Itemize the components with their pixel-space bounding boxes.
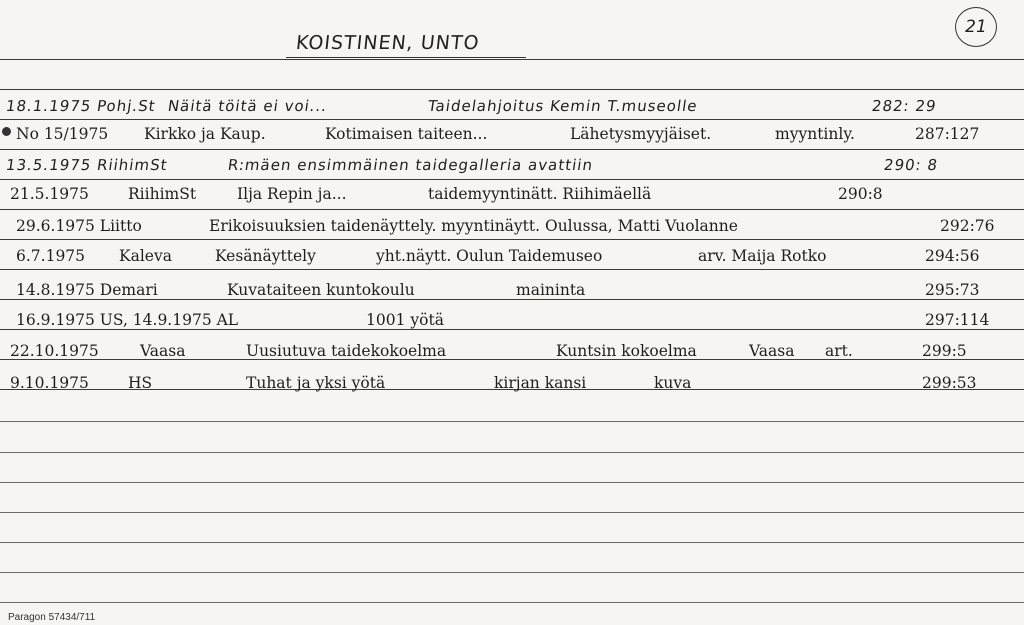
entry-cell: taidemyyntinätt. Riihimäellä (428, 185, 652, 203)
entry-cell: 9.10.1975 (10, 374, 89, 392)
entry-cell: yht.näytt. Oulun Taidemuseo (376, 247, 603, 265)
entry-cell: 282: 29 (870, 97, 938, 115)
rule-line (0, 482, 1024, 483)
entry-cell: kirjan kansi (494, 374, 587, 392)
rule-line (0, 209, 1024, 210)
rule-line (0, 512, 1024, 513)
bullet-dot (2, 127, 11, 136)
entry-cell: Kaleva (119, 247, 172, 265)
entry-cell: 297:114 (925, 311, 990, 329)
entry-cell: Erikoisuuksien taidenäyttely. myyntinäytt. Oulussa, Matti Vuolanne (209, 217, 738, 235)
card-title: KOISTINEN, UNTO (294, 32, 481, 54)
entry-cell: 287:127 (915, 125, 980, 143)
rule-line (0, 572, 1024, 573)
entry-cell: myyntinly. (775, 125, 855, 143)
entry-cell: R:mäen ensimmäinen taidegalleria avattiin (226, 156, 595, 174)
rule-line (0, 299, 1024, 300)
rule-line (0, 602, 1024, 603)
entry-cell: kuva (654, 374, 692, 392)
entry-cell: Kuvataiteen kuntokoulu (227, 281, 415, 299)
entry-cell: 1001 yötä (366, 311, 444, 329)
entry-cell: Vaasa (749, 342, 795, 360)
rule-line (0, 542, 1024, 543)
rule-line (0, 119, 1024, 120)
entry-cell: Näitä töitä ei voi... (166, 97, 329, 115)
entry-cell: art. (825, 342, 853, 360)
entry-cell: 6.7.1975 (16, 247, 86, 265)
entry-cell: Vaasa (140, 342, 186, 360)
entry-cell: Tuhat ja yksi yötä (246, 374, 386, 392)
rule-line (0, 421, 1024, 422)
rule-line (0, 149, 1024, 150)
entry-cell: 29.6.1975 Liitto (16, 217, 142, 235)
entry-cell: 292:76 (940, 217, 995, 235)
entry-cell: Uusiutuva taidekokoelma (246, 342, 447, 360)
title-underline (286, 57, 526, 58)
entry-cell: 18.1.1975 Pohj.St (4, 97, 157, 115)
entry-cell: Taidelahjoitus Kemin T.museolle (426, 97, 699, 115)
entry-cell: Kesänäyttely (215, 247, 316, 265)
rule-line (0, 179, 1024, 180)
entry-cell: 21.5.1975 (10, 185, 89, 203)
entry-cell: No 15/1975 (16, 125, 109, 143)
entry-cell: HS (128, 374, 153, 392)
entry-cell: 299:5 (922, 342, 967, 360)
entry-cell: Kuntsin kokoelma (556, 342, 697, 360)
entry-cell: 14.8.1975 Demari (16, 281, 158, 299)
entry-cell: Kirkko ja Kaup. (144, 125, 266, 143)
rule-line (0, 329, 1024, 330)
entry-cell: 294:56 (925, 247, 980, 265)
entry-cell: 299:53 (922, 374, 977, 392)
rule-line (0, 59, 1024, 60)
entry-cell: 13.5.1975 RiihimSt (4, 156, 169, 174)
entry-cell: 16.9.1975 US, 14.9.1975 AL (16, 311, 239, 329)
entry-cell: RiihimSt (128, 185, 197, 203)
entry-cell: 290: 8 (882, 156, 940, 174)
rule-line (0, 89, 1024, 90)
page-number-circle: 21 (955, 7, 997, 47)
entry-cell: Lähetysmyyjäiset. (570, 125, 712, 143)
entry-cell: maininta (516, 281, 586, 299)
entry-cell: 295:73 (925, 281, 980, 299)
rule-line (0, 239, 1024, 240)
entry-cell: 22.10.1975 (10, 342, 99, 360)
entry-cell: arv. Maija Rotko (698, 247, 827, 265)
printer-footer: Paragon 57434/711 (8, 612, 96, 623)
entry-cell: 290:8 (838, 185, 883, 203)
entry-cell: Kotimaisen taiteen... (325, 125, 488, 143)
rule-line (0, 269, 1024, 270)
entry-cell: Ilja Repin ja... (237, 185, 347, 203)
rule-line (0, 452, 1024, 453)
